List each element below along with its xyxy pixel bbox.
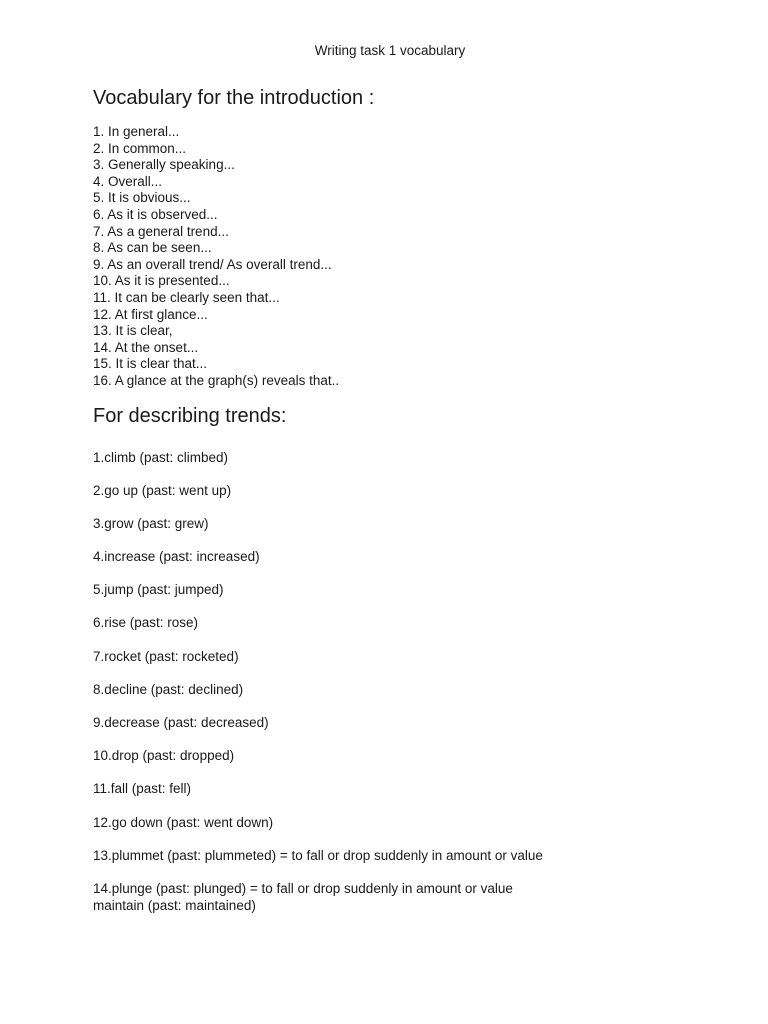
list-item: 13.plummet (past: plummeted) = to fall or drop suddenly in amount or value bbox=[93, 847, 543, 863]
list-item: 2.go up (past: went up) bbox=[93, 482, 232, 498]
intro-heading: Vocabulary for the introduction : bbox=[93, 87, 375, 109]
list-item: 16. A glance at the graph(s) reveals that.. bbox=[93, 372, 340, 388]
list-item: 12.go down (past: went down) bbox=[93, 814, 274, 830]
list-item: 6. As it is observed... bbox=[93, 206, 218, 222]
list-item: 6.rise (past: rose) bbox=[93, 615, 199, 631]
list-item: 8. As can be seen... bbox=[93, 240, 212, 256]
list-item: 8.decline (past: declined) bbox=[93, 681, 244, 697]
document-body bbox=[93, 86, 733, 914]
list-item: 5.jump (past: jumped) bbox=[93, 582, 224, 598]
list-item: 9. As an overall trend/ As overall trend... bbox=[93, 256, 332, 272]
list-item: 3. Generally speaking... bbox=[93, 157, 235, 173]
list-item: 7. As a general trend... bbox=[93, 223, 229, 239]
list-item: 10. As it is presented... bbox=[93, 273, 230, 289]
list-item: 11. It can be clearly seen that... bbox=[93, 289, 280, 305]
list-item: 14. At the onset... bbox=[93, 339, 199, 355]
list-item: 1.climb (past: climbed) bbox=[93, 449, 229, 465]
list-item: 12. At first glance... bbox=[93, 306, 208, 322]
trends-heading: For describing trends: bbox=[93, 404, 287, 427]
list-item: 1. In general... bbox=[93, 124, 180, 139]
list-item: 7.rocket (past: rocketed) bbox=[93, 648, 239, 664]
list-item: 11.fall (past: fell) bbox=[93, 781, 192, 797]
list-item: maintain (past: maintained) bbox=[93, 897, 256, 913]
list-item: 13. It is clear, bbox=[93, 323, 173, 339]
list-item: 5. It is obvious... bbox=[93, 190, 191, 206]
list-item: 2. In common... bbox=[93, 140, 187, 156]
list-item: 3.grow (past: grew) bbox=[93, 515, 209, 531]
list-item: 10.drop (past: dropped) bbox=[93, 748, 235, 764]
page-header: Writing task 1 vocabulary bbox=[314, 43, 466, 58]
list-item: 14.plunge (past: plunged) = to fall or drop suddenly in amount or value bbox=[93, 880, 513, 896]
list-item: 15. It is clear that... bbox=[93, 356, 208, 372]
list-item: 4. Overall... bbox=[93, 173, 163, 189]
list-item: 4.increase (past: increased) bbox=[93, 549, 260, 565]
intro-vocabulary-list bbox=[93, 124, 733, 390]
trends-vocabulary-list bbox=[93, 450, 733, 915]
list-item: 9.decrease (past: decreased) bbox=[93, 715, 269, 730]
